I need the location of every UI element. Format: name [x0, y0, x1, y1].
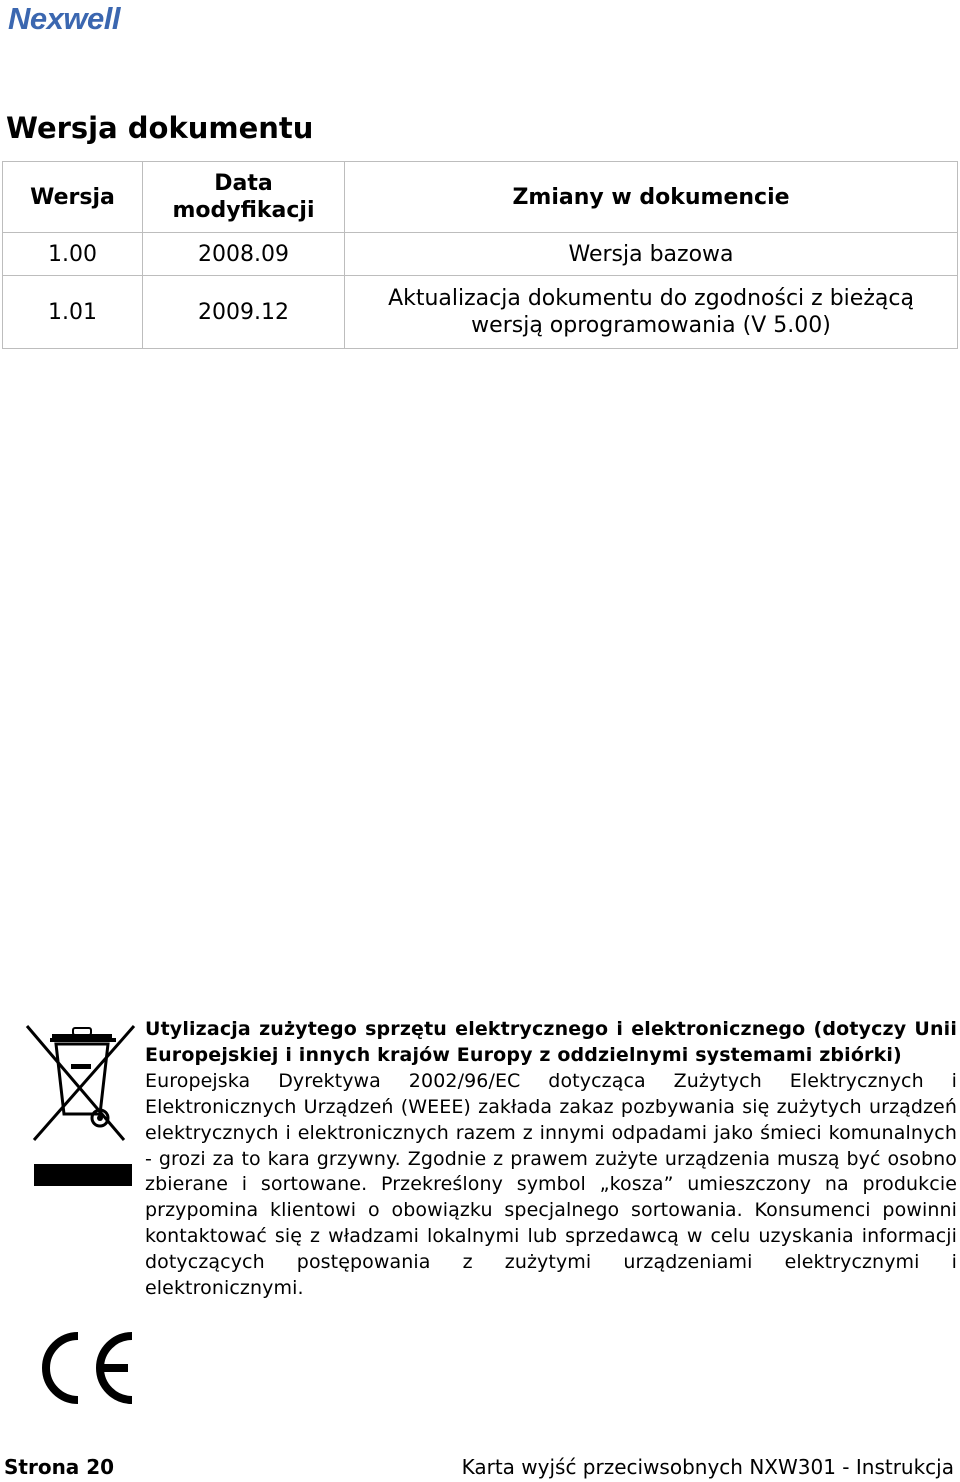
cell-changes: Wersja bazowa — [345, 233, 958, 276]
column-header-version: Wersja — [3, 162, 143, 233]
cell-date: 2009.12 — [143, 276, 345, 349]
table-header-row — [3, 162, 958, 233]
cell-changes: Aktualizacja dokumentu do zgodności z bieżącą wersją oprogramowania (V 5.00) — [345, 276, 958, 349]
crossed-out-wheelie-bin-icon — [24, 1022, 140, 1192]
notice-body: Europejska Dyrektywa 2002/96/EC dotycząca Zużytych Elektrycznych i Elektronicznych Urządzeń (WEEE) zakłada zakaz pozbywania się zużytych urządzeń elektrycznych i elektronicznych razem z innymi odpadami jako śmieci komunalnych - grozi za to kara grzywny. Zgodnie z prawem zużyte urządzenia muszą być osobno zbierane i sortowane. Przekreślony symbol „kosza” umieszczony na produkcie przypomina klientowi o obowiązku specjalnego sortowania. Konsumenci powinni kontaktować się z władzami lokalnymi lub sprzedawcą w celu uzyskania informacji dotyczących postępowania z zużytymi urządzeniami elektrycznymi i elektronicznymi. — [145, 1069, 957, 1300]
logo-text: Nexwell — [8, 1, 120, 36]
page-number: Strona 20 — [4, 1455, 115, 1479]
cell-version: 1.01 — [3, 276, 143, 349]
section-heading: Wersja dokumentu — [6, 111, 314, 145]
document-title: Karta wyjść przeciwsobnych NXW301 - Instrukcja — [461, 1455, 954, 1479]
table-row — [3, 233, 958, 276]
version-table — [2, 161, 958, 349]
table-row — [3, 276, 958, 349]
page-footer — [0, 1452, 960, 1482]
company-logo — [8, 2, 178, 36]
notice-title: Utylizacja zużytego sprzętu elektrycznego i elektronicznego (dotyczy Unii Europejskiej i innych krajów Europy z oddzielnymi systemami zbiórki) — [145, 1018, 957, 1066]
cell-date: 2008.09 — [143, 233, 345, 276]
column-header-changes: Zmiany w dokumencie — [345, 162, 958, 233]
cell-version: 1.00 — [3, 233, 143, 276]
disposal-notice — [145, 1017, 957, 1302]
column-header-date: Data modyfikacji — [143, 162, 345, 233]
ce-mark-icon — [34, 1328, 138, 1408]
